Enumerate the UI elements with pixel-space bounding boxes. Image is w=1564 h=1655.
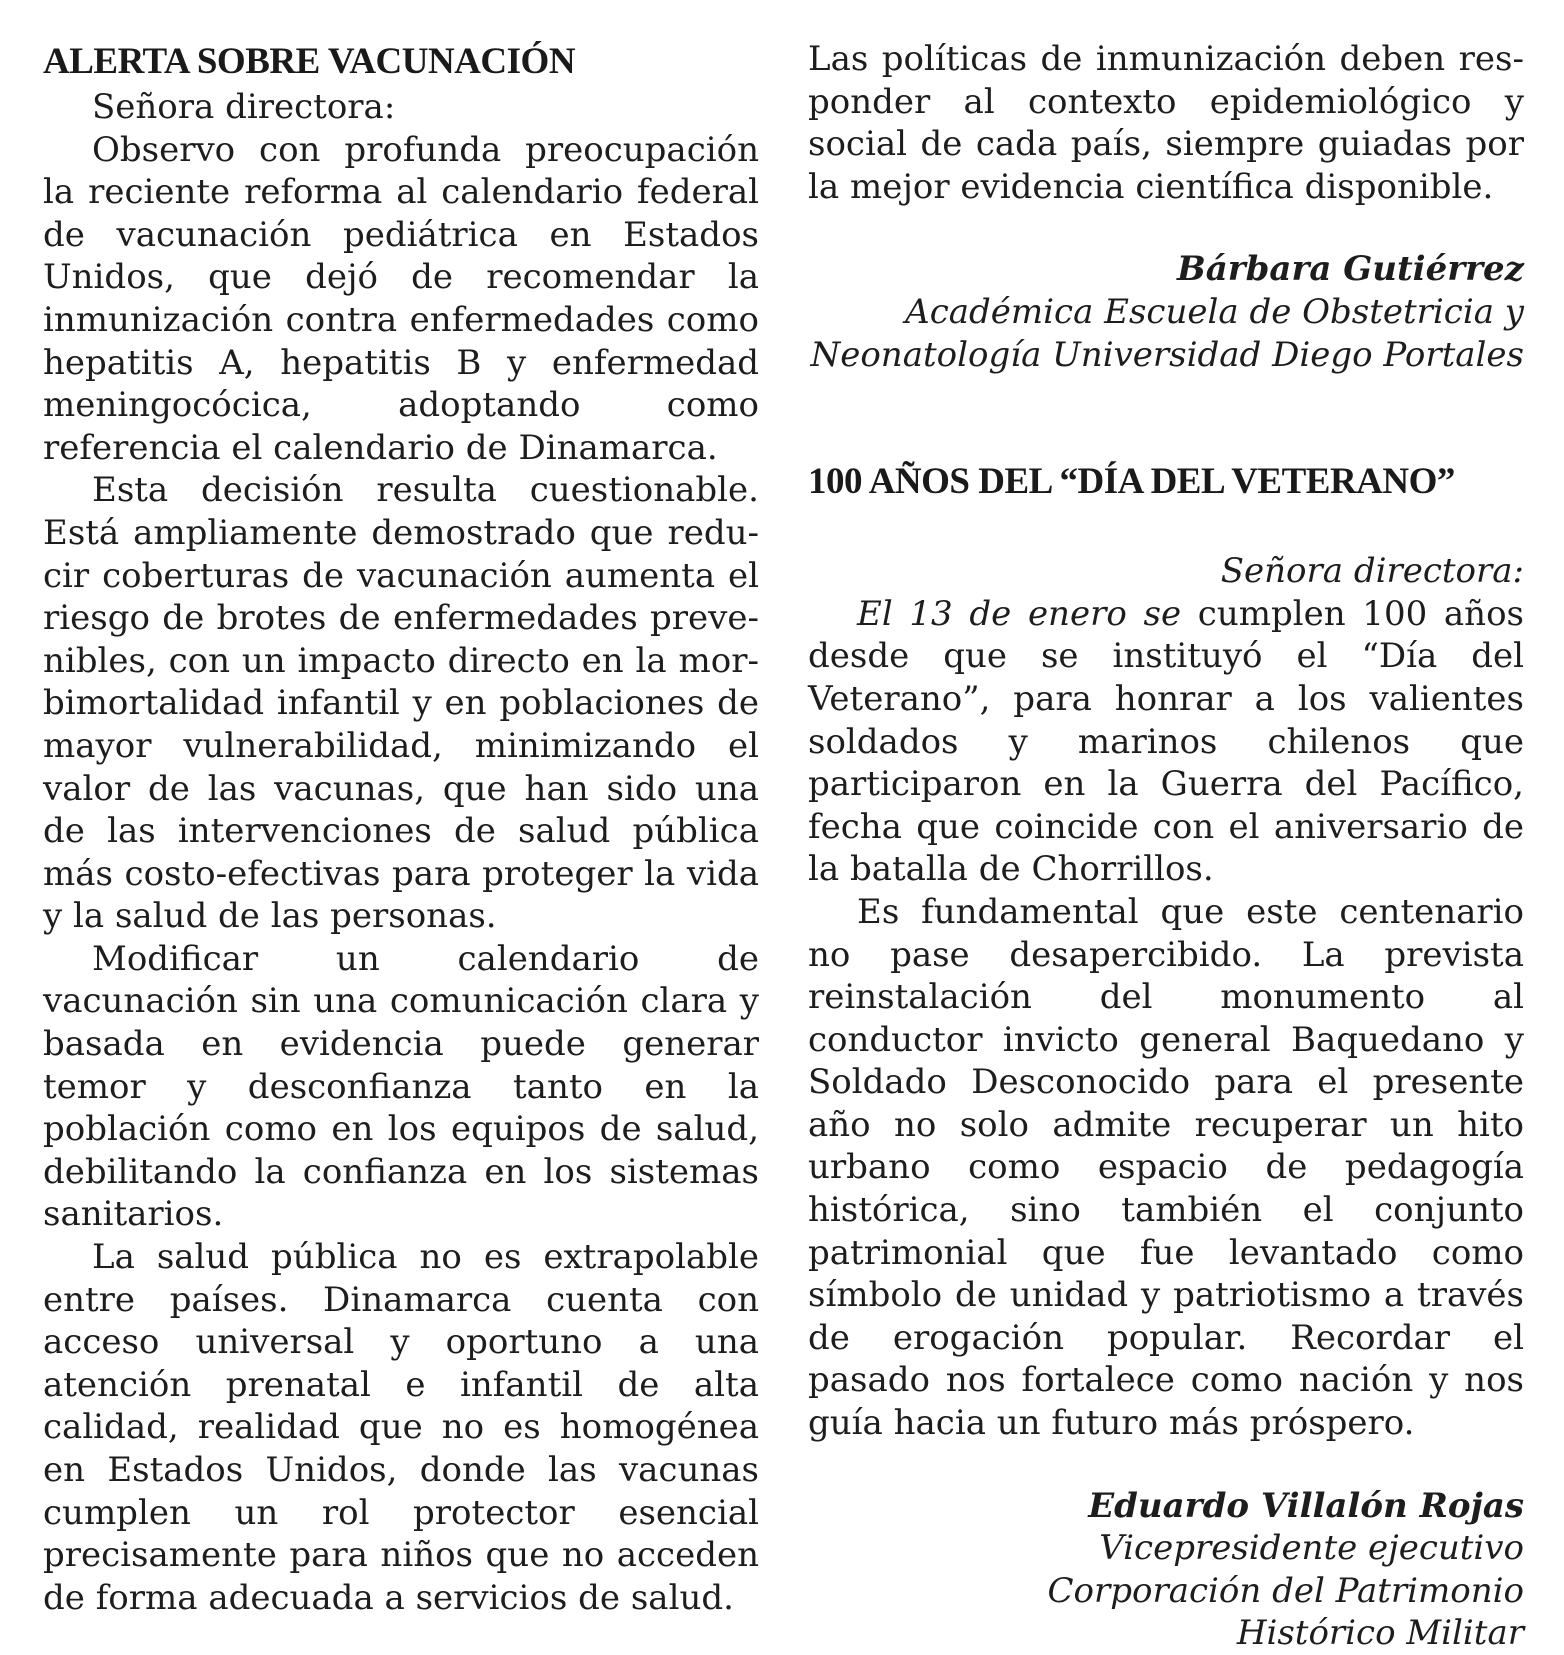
letter1-continuation: Las políticas de inmunización deben responder al contexto epidemiológico y social de cada país, siempre guiadas por la mejor evidencia científica disponible. [808,39,1524,207]
letter2-greeting: Señora directora: [1220,551,1524,592]
letter1-paragraph: Esta decisión resulta cuestionable. Está ampliamente demostrado que reducir coberturas de vacunación aumenta el riesgo de brotes de enfermedades prevenibles, con un impacto directo en la morbimortalidad infantil y en poblaciones de mayor vulnerabilidad, minimizando el valor de las vacunas, que han sido una de las intervenciones de salud pública más costo-efectivas para proteger la vida y la salud de las personas. [43,470,759,937]
letter1-greeting: Señora directora: [92,87,396,127]
letter2-signature-line: Corporación del Patrimonio [1047,1570,1524,1611]
letter1-signature-name: Bárbara Gutiérrez [1176,249,1524,290]
letter2-paragraph-rest: cumplen 100 años desde que se instituyó el “Día del Veterano”, para honrar a los valientes soldados y marinos chilenos que participaron en la Guerra del Pacífico, fecha que coincide con el aniversario de la batalla de Chorrillos. [808,593,1524,890]
letter1-paragraph: La salud pública no es extrapolable entre países. Dinamarca cuenta con acceso universal y oportuno a una atención prenatal e infantil de alta calidad, realidad que no es homogénea en Estados Unidos, donde las vacunas cumplen un rol protector esencial precisamente para niños que no acceden de forma adecuada a servicios de salud. [43,1237,759,1618]
letter1-title: ALERTA SOBRE VACUNACIÓN [43,41,576,82]
letter2-signature-line: Histórico Militar [1236,1613,1524,1654]
letter2-title: 100 AÑOS DEL “DÍA DEL VETERANO” [808,461,1455,503]
letter2-signature [808,1485,1524,1655]
letter2-body [808,593,1524,1445]
letter1-signature-line: Neonatología Universidad Diego Portales [810,334,1524,375]
right-column [808,38,1524,1655]
letter1-signature-line: Académica Escuela de Obstetricia y [905,291,1524,332]
letter1-continuation-block [808,38,1524,208]
letter2-paragraph [808,593,1524,891]
letter2-signature-line: Vicepresidente ejecutivo [1099,1528,1524,1569]
letter2-signature-name: Eduardo Villalón Rojas [1088,1485,1524,1526]
letter2-paragraph: Es fundamental que este centenario no pase desapercibido. La prevista reinstalación del monumento al conductor invicto general Baquedano y Soldado Desconocido para el presente año no solo admite recuperar un hito urbano como espacio de pedagogía histórica, sino también el conjunto patrimonial que fue levantado como símbolo de unidad y patriotismo a través de erogación popular. Recordar el pasado nos fortalece como nación y nos guía hacia un futuro más próspero. [808,891,1524,1444]
letter1-body [43,86,759,1619]
letter1-signature [808,248,1524,376]
left-column [43,38,759,1619]
letter1-paragraph: Modificar un calendario de vacunación sin una comunicación clara y basada en evidencia puede generar temor y desconfianza tanto en la población como en los equipos de salud, debilitando la confianza en los sistemas sanitarios. [43,938,759,1235]
letter1-paragraph: Observo con profunda preocupación la reciente reforma al calendario federal de vacunación pediátrica en Estados Unidos, que dejó de recomendar la inmunización contra enfermedades como hepatitis A, hepatitis B y enfermedad meningocócica, adoptando como referencia el calendario de Dinamarca. [43,129,759,468]
letter2-lead-date: El 13 de enero se [857,593,1182,634]
